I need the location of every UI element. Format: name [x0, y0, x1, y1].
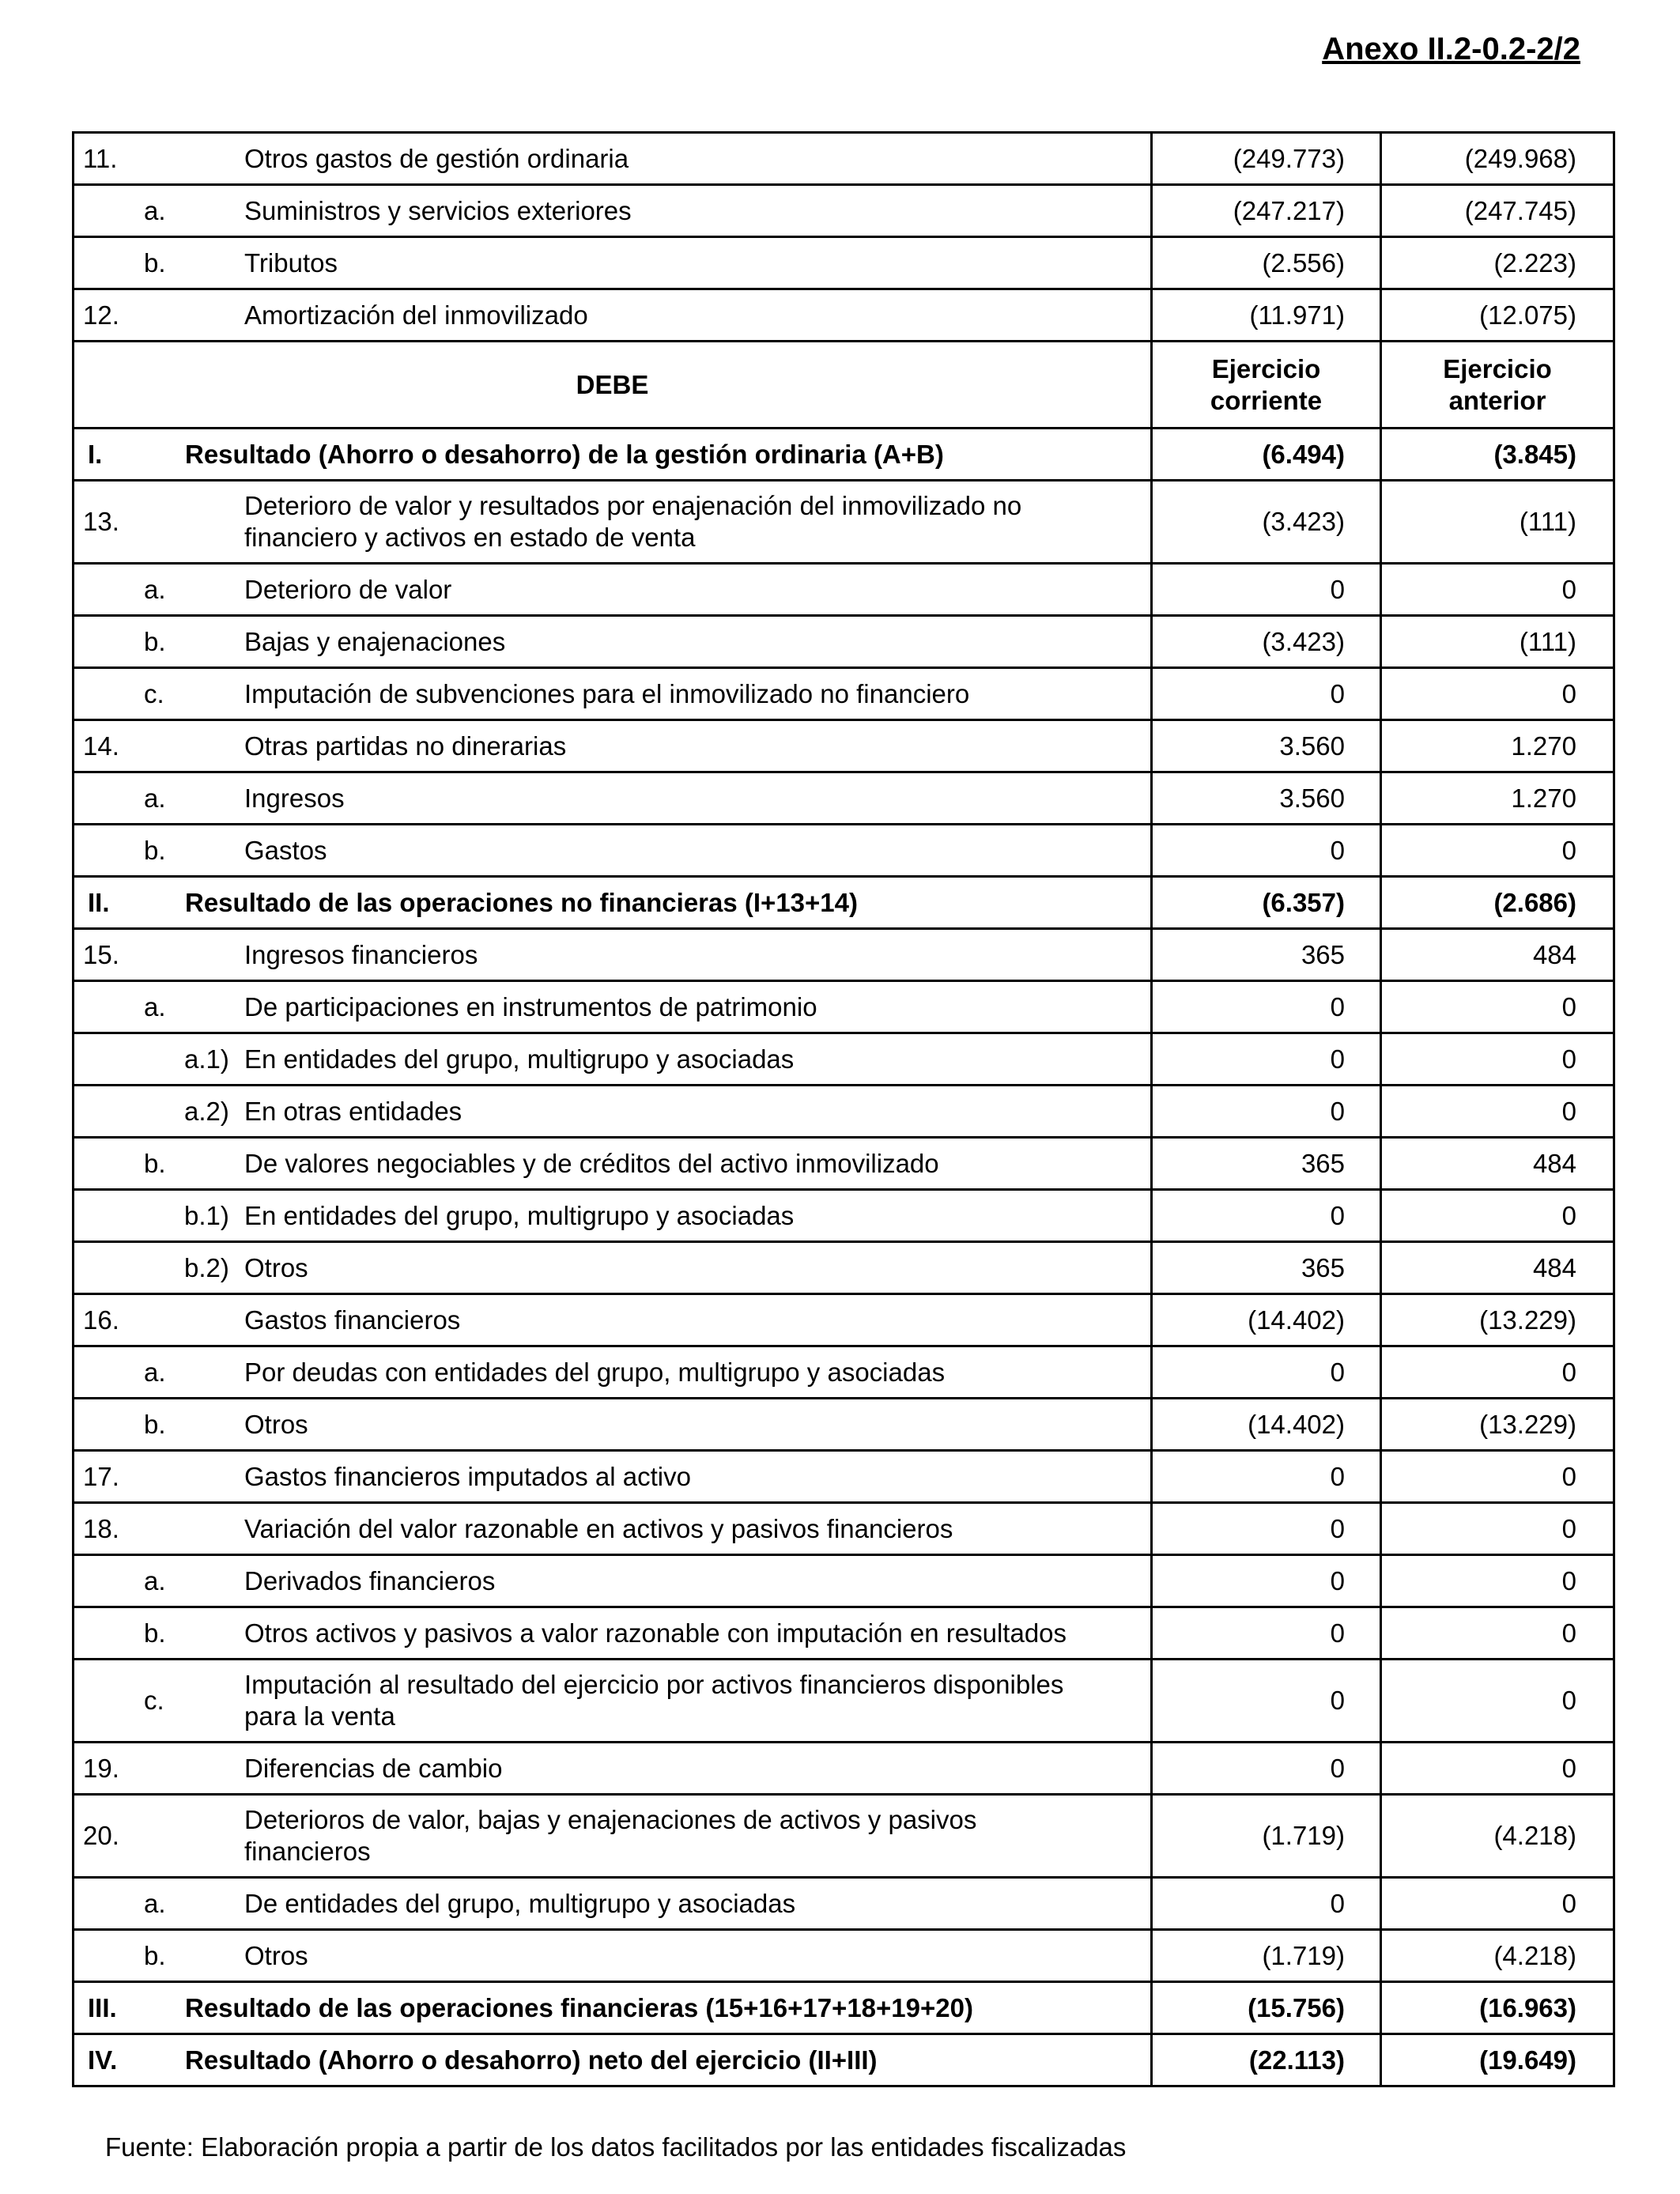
table-row	[74, 185, 1614, 237]
row-concept	[74, 289, 1152, 342]
value-current-year: 3.560	[1152, 720, 1381, 772]
table-row	[74, 825, 1614, 877]
row-label: Otros gastos de gestión ordinaria	[244, 143, 629, 173]
table-row	[74, 1399, 1614, 1451]
table-row	[74, 1033, 1614, 1086]
value-current-year: (1.719)	[1152, 1795, 1381, 1878]
row-concept	[74, 1795, 1152, 1878]
row-code: c.	[144, 1686, 164, 1715]
value-previous-year: (4.218)	[1381, 1795, 1614, 1878]
table-row	[74, 981, 1614, 1033]
row-label: Amortización del inmovilizado	[244, 300, 588, 330]
table-row	[74, 289, 1614, 342]
value-previous-year: (16.963)	[1381, 1982, 1614, 2034]
table-row	[74, 1346, 1614, 1399]
table-row	[74, 720, 1614, 772]
value-current-year: 0	[1152, 1878, 1381, 1930]
row-code: II.	[88, 887, 110, 917]
row-code: 13.	[83, 507, 119, 536]
value-current-year: 0	[1152, 564, 1381, 616]
row-code: b.2)	[184, 1252, 229, 1282]
value-previous-year: (111)	[1381, 616, 1614, 668]
value-previous-year: 0	[1381, 1190, 1614, 1242]
row-concept	[74, 1743, 1152, 1795]
value-current-year: 0	[1152, 825, 1381, 877]
table-row	[74, 1555, 1614, 1607]
value-previous-year: 0	[1381, 1346, 1614, 1399]
row-concept	[74, 564, 1152, 616]
table-row	[74, 1743, 1614, 1795]
row-label: Gastos	[244, 835, 327, 865]
value-previous-year: (111)	[1381, 481, 1614, 564]
row-label: De entidades del grupo, multigrupo y asociadas	[244, 1888, 796, 1918]
row-concept	[74, 1346, 1152, 1399]
value-previous-year: 0	[1381, 1607, 1614, 1660]
value-previous-year: (247.745)	[1381, 185, 1614, 237]
value-previous-year: 0	[1381, 1033, 1614, 1086]
column-header-concept: DEBE	[74, 342, 1152, 429]
value-current-year: 0	[1152, 1555, 1381, 1607]
value-current-year: (3.423)	[1152, 481, 1381, 564]
row-concept	[74, 1930, 1152, 1982]
row-concept	[74, 1878, 1152, 1930]
row-label: Otros	[244, 1940, 308, 1970]
table-row	[74, 429, 1614, 481]
row-label: Gastos financieros imputados al activo	[244, 1461, 691, 1491]
value-previous-year: 1.270	[1381, 772, 1614, 825]
table-body	[74, 133, 1614, 2086]
column-header-previous-year: Ejercicio anterior	[1381, 342, 1614, 429]
value-previous-year: (2.686)	[1381, 877, 1614, 929]
total-row-concept	[74, 877, 1152, 929]
row-label: Imputación al resultado del ejercicio por activos financieros disponibles para la venta	[244, 1670, 1064, 1731]
value-current-year: 0	[1152, 1743, 1381, 1795]
value-current-year: (14.402)	[1152, 1294, 1381, 1346]
value-current-year: (247.217)	[1152, 185, 1381, 237]
value-current-year: 0	[1152, 981, 1381, 1033]
value-current-year: (15.756)	[1152, 1982, 1381, 2034]
row-concept	[74, 185, 1152, 237]
row-concept	[74, 1503, 1152, 1555]
row-concept	[74, 981, 1152, 1033]
value-current-year: (6.494)	[1152, 429, 1381, 481]
value-previous-year: 0	[1381, 825, 1614, 877]
row-code: a.	[144, 991, 166, 1021]
value-current-year: 0	[1152, 1033, 1381, 1086]
value-current-year: 0	[1152, 1451, 1381, 1503]
row-label: Otros activos y pasivos a valor razonable con imputación en resultados	[244, 1618, 1067, 1648]
table-row	[74, 772, 1614, 825]
table-row	[74, 1660, 1614, 1743]
total-row-concept	[74, 1982, 1152, 2034]
value-current-year: 0	[1152, 1660, 1381, 1743]
value-current-year: (14.402)	[1152, 1399, 1381, 1451]
table-row	[74, 237, 1614, 289]
row-concept	[74, 929, 1152, 981]
value-current-year: 365	[1152, 929, 1381, 981]
row-concept	[74, 133, 1152, 185]
value-current-year: 365	[1152, 1242, 1381, 1294]
column-header-current-year: Ejercicio corriente	[1152, 342, 1381, 429]
value-current-year: (2.556)	[1152, 237, 1381, 289]
row-code: 17.	[83, 1461, 119, 1491]
row-label: Resultado de las operaciones financieras (15+16+17+18+19+20)	[185, 1992, 973, 2022]
row-label: Deterioro de valor	[244, 574, 452, 604]
value-previous-year: 484	[1381, 1242, 1614, 1294]
value-previous-year: 0	[1381, 981, 1614, 1033]
source-note: Fuente: Elaboración propia a partir de los datos facilitados por las entidades fiscalizadas	[105, 2132, 1127, 2162]
value-previous-year: 0	[1381, 564, 1614, 616]
value-current-year: 3.560	[1152, 772, 1381, 825]
table-row	[74, 1503, 1614, 1555]
row-concept	[74, 1190, 1152, 1242]
row-label: En otras entidades	[244, 1096, 462, 1126]
row-label: Por deudas con entidades del grupo, multigrupo y asociadas	[244, 1357, 946, 1387]
row-label: Resultado de las operaciones no financieras (I+13+14)	[185, 887, 858, 917]
row-concept	[74, 1660, 1152, 1743]
row-label: Derivados financieros	[244, 1565, 496, 1595]
value-previous-year: (12.075)	[1381, 289, 1614, 342]
row-concept	[74, 668, 1152, 720]
table-row	[74, 1138, 1614, 1190]
table-row	[74, 616, 1614, 668]
table-row	[74, 481, 1614, 564]
value-current-year: (249.773)	[1152, 133, 1381, 185]
value-current-year: (22.113)	[1152, 2034, 1381, 2086]
row-label: Gastos financieros	[244, 1305, 461, 1335]
row-code: b.	[144, 1409, 166, 1439]
value-previous-year: 0	[1381, 668, 1614, 720]
row-code: c.	[144, 678, 164, 708]
row-concept	[74, 772, 1152, 825]
table-row	[74, 2034, 1614, 2086]
row-label: Bajas y enajenaciones	[244, 626, 506, 656]
table-row	[74, 1086, 1614, 1138]
row-concept	[74, 237, 1152, 289]
row-label: Otras partidas no dinerarias	[244, 731, 567, 761]
row-concept	[74, 1607, 1152, 1660]
financial-results-table	[72, 131, 1615, 2087]
table-row	[74, 342, 1614, 429]
row-concept	[74, 1555, 1152, 1607]
value-previous-year: 1.270	[1381, 720, 1614, 772]
row-label: Suministros y servicios exteriores	[244, 195, 632, 225]
value-current-year: (6.357)	[1152, 877, 1381, 929]
row-label: Ingresos financieros	[244, 939, 478, 969]
value-previous-year: (3.845)	[1381, 429, 1614, 481]
row-code: 19.	[83, 1753, 119, 1783]
row-code: I.	[88, 439, 103, 469]
row-code: 12.	[83, 300, 119, 330]
table-row	[74, 564, 1614, 616]
value-previous-year: 0	[1381, 1086, 1614, 1138]
row-concept	[74, 1033, 1152, 1086]
row-code: a.1)	[184, 1044, 229, 1074]
row-code: b.	[144, 1148, 166, 1178]
value-previous-year: (13.229)	[1381, 1294, 1614, 1346]
row-code: a.	[144, 1357, 166, 1387]
row-concept	[74, 1242, 1152, 1294]
annex-label: Anexo II.2-0.2-2/2	[1322, 32, 1580, 66]
row-concept	[74, 825, 1152, 877]
row-code: b.1)	[184, 1200, 229, 1230]
value-previous-year: 484	[1381, 1138, 1614, 1190]
row-label: Tributos	[244, 247, 338, 278]
row-code: b.	[144, 247, 166, 278]
table-row	[74, 877, 1614, 929]
value-previous-year: (2.223)	[1381, 237, 1614, 289]
value-previous-year: 0	[1381, 1503, 1614, 1555]
row-concept	[74, 720, 1152, 772]
table-row	[74, 1242, 1614, 1294]
row-label: Deterioros de valor, bajas y enajenaciones de activos y pasivos financieros	[244, 1805, 977, 1866]
value-previous-year: 0	[1381, 1555, 1614, 1607]
value-current-year: 365	[1152, 1138, 1381, 1190]
row-code: 20.	[83, 1821, 119, 1850]
row-label: Deterioro de valor y resultados por enajenación del inmovilizado no financiero y activos en estado de venta	[244, 491, 1022, 552]
row-code: 18.	[83, 1513, 119, 1543]
row-label: De valores negociables y de créditos del activo inmovilizado	[244, 1148, 939, 1178]
table-row	[74, 1982, 1614, 2034]
row-code: 14.	[83, 731, 119, 761]
row-concept	[74, 1399, 1152, 1451]
value-current-year: (3.423)	[1152, 616, 1381, 668]
value-current-year: 0	[1152, 1503, 1381, 1555]
value-previous-year: 0	[1381, 1451, 1614, 1503]
value-previous-year: (249.968)	[1381, 133, 1614, 185]
row-code: 11.	[83, 143, 118, 173]
row-code: b.	[144, 626, 166, 656]
row-concept	[74, 1451, 1152, 1503]
table-row	[74, 1607, 1614, 1660]
table-row	[74, 1190, 1614, 1242]
row-concept	[74, 1294, 1152, 1346]
row-code: b.	[144, 1940, 166, 1970]
value-current-year: (11.971)	[1152, 289, 1381, 342]
value-previous-year: (13.229)	[1381, 1399, 1614, 1451]
value-previous-year: 484	[1381, 929, 1614, 981]
table-row	[74, 1294, 1614, 1346]
table-row	[74, 1795, 1614, 1878]
value-current-year: 0	[1152, 1190, 1381, 1242]
row-label: En entidades del grupo, multigrupo y asociadas	[244, 1044, 795, 1074]
row-label: Resultado (Ahorro o desahorro) de la gestión ordinaria (A+B)	[185, 439, 944, 469]
row-label: Otros	[244, 1252, 308, 1282]
row-concept	[74, 1086, 1152, 1138]
row-label: Imputación de subvenciones para el inmovilizado no financiero	[244, 678, 970, 708]
row-label: De participaciones en instrumentos de patrimonio	[244, 991, 817, 1021]
value-previous-year: 0	[1381, 1660, 1614, 1743]
row-code: 15.	[83, 939, 119, 969]
table-row	[74, 133, 1614, 185]
row-code: 16.	[83, 1305, 119, 1335]
value-current-year: (1.719)	[1152, 1930, 1381, 1982]
table-row	[74, 1930, 1614, 1982]
table-row	[74, 1451, 1614, 1503]
row-code: a.	[144, 574, 166, 604]
row-label: Resultado (Ahorro o desahorro) neto del ejercicio (II+III)	[185, 2045, 878, 2075]
row-code: b.	[144, 1618, 166, 1648]
total-row-concept	[74, 2034, 1152, 2086]
value-previous-year: 0	[1381, 1743, 1614, 1795]
row-label: Diferencias de cambio	[244, 1753, 503, 1783]
value-current-year: 0	[1152, 1086, 1381, 1138]
table-row	[74, 929, 1614, 981]
row-code: b.	[144, 835, 166, 865]
row-label: Variación del valor razonable en activos y pasivos financieros	[244, 1513, 953, 1543]
row-code: III.	[88, 1992, 117, 2022]
table-row	[74, 668, 1614, 720]
row-code: a.	[144, 783, 166, 813]
row-label: Otros	[244, 1409, 308, 1439]
total-row-concept	[74, 429, 1152, 481]
row-code: a.	[144, 1888, 166, 1918]
row-label: En entidades del grupo, multigrupo y asociadas	[244, 1200, 795, 1230]
row-code: IV.	[88, 2045, 118, 2075]
value-previous-year: (4.218)	[1381, 1930, 1614, 1982]
row-label: Ingresos	[244, 783, 345, 813]
row-code: a.	[144, 1565, 166, 1595]
value-current-year: 0	[1152, 668, 1381, 720]
table-row	[74, 1878, 1614, 1930]
value-current-year: 0	[1152, 1346, 1381, 1399]
row-code: a.2)	[184, 1096, 229, 1126]
row-concept	[74, 1138, 1152, 1190]
row-concept	[74, 616, 1152, 668]
value-previous-year: 0	[1381, 1878, 1614, 1930]
row-concept	[74, 481, 1152, 564]
row-code: a.	[144, 195, 166, 225]
value-current-year: 0	[1152, 1607, 1381, 1660]
value-previous-year: (19.649)	[1381, 2034, 1614, 2086]
